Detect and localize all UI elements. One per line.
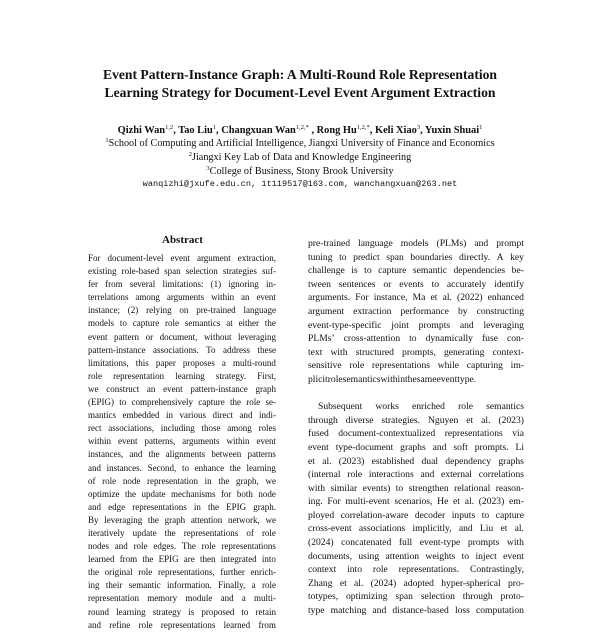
text-line: PLMs’ cross-attention to dynamically fuse con-: [308, 333, 524, 345]
text-line: and edge representations in the EPIG graph.: [88, 501, 276, 512]
text-line: fer from several limitations: (1) ignoring in-: [88, 279, 276, 290]
text-line: the original role representations, further enrich-: [88, 567, 276, 578]
text-line: Zhang et al. (2024) adopted hyper-spherical pro-: [308, 577, 524, 589]
text-line: terrelations among arguments within an event: [88, 292, 276, 303]
text-line: role representation learning strategy. First,: [88, 370, 276, 381]
affiliation: $^2$Jiangxi Key Lab of Data and Knowledge Engineering: [188, 151, 412, 163]
text-line: fused document-contextualized representations via: [308, 428, 524, 440]
title-line-1: Event Pattern-Instance Graph: A Multi-Round Role Representation: [103, 67, 497, 82]
body-column: [308, 237, 524, 618]
text-line: (internal role interactions and external correlations: [308, 469, 524, 481]
text-line: event-type-specific joint prompts and leveraging: [308, 319, 524, 331]
author-list: Qizhi Wan$^{1,2}$, Tao Liu$^1$, Changxuan Wan$^{1,2,*}$ , Rong $Hu^{1,2,*}$, Keli Xiao$^3$, Yuxin Shuai$^1$: [117, 124, 483, 136]
text-line: pattern-instance associations. To address these: [88, 344, 276, 355]
email: 1t119517@163.com: [261, 179, 344, 189]
text-line: event pattern or document, without leveraging: [88, 331, 276, 342]
text-line: cross-event associations implicitly, and Liu et al.: [308, 523, 524, 535]
text-line: we construct an event pattern-instance graph: [88, 383, 276, 394]
text-line: existing role-based span selection strategies suf-: [88, 266, 276, 277]
text-line: totypes, optimizing span selection through proto-: [308, 591, 524, 603]
text-line: sensitive role representations while capturing im-: [308, 360, 524, 372]
text-line: et al. (2023) established dual dependency graphs: [308, 455, 524, 467]
text-line: through diverse strategies. Nguyen et al. (2023): [308, 414, 524, 426]
text-line: optimize the update mechanisms for both node: [88, 488, 276, 499]
text-line: argument extraction performance by constructing: [308, 305, 524, 317]
text-line: tuning to predict span boundaries directly. A key: [308, 251, 524, 263]
text-line: iteratively update the representations of role: [88, 527, 276, 538]
author: Qizhi Wan$^{1,2}$: [117, 124, 174, 136]
text-line: instance; (2) relying on pre-trained language: [88, 305, 276, 316]
body-paragraph: [308, 237, 524, 387]
text-line: (2024) concatenated full event-type prompts with: [308, 537, 524, 549]
author-emails: wanqizhi@jxufe.edu.cn, 1t119517@163.com, wanchangxuan@263.net: [142, 179, 458, 189]
abstract-text: [88, 252, 276, 632]
abstract-heading: Abstract: [162, 234, 203, 246]
email: wanchangxuan@263.net: [354, 179, 458, 189]
author: Yuxin Shuai$^1$: [424, 124, 483, 136]
text-line: models to capture role semantics at either the: [88, 318, 276, 329]
text-line: text with structured prompts, generating context-: [308, 346, 524, 358]
paper-title: [0, 66, 600, 101]
text-line: rect associations, including those among roles: [88, 423, 276, 434]
text-line: type matching and distance-based loss computation: [308, 605, 524, 617]
text-line: ing. For multi-event scenarios, He et al. (2023) em-: [308, 496, 524, 508]
text-line: with similar events) to strengthen relational reason-: [308, 482, 524, 494]
text-line: ployed correlation-aware decoder inputs to capture: [308, 509, 524, 521]
text-line: and refine role representations learned from: [88, 619, 276, 630]
text-line: pre-trained language models (PLMs) and prompt: [308, 238, 524, 249]
text-line: arguments. For instance, Ma et al. (2022) enhanced: [308, 292, 524, 304]
text-line: limitations, this paper proposes a multi-round: [88, 357, 276, 368]
text-line: mantics embedded in various direct and indi-: [88, 410, 276, 421]
text-line: tween sentences or events to accurately identify: [308, 278, 524, 290]
title-line-2: Learning Strategy for Document-Level Event Argument Extraction: [104, 84, 496, 100]
text-line: nodes and role edges. The role representations: [88, 541, 276, 552]
text-line: For document-level event argument extraction,: [88, 253, 276, 263]
text-line: event type-document graphs and soft prompts. Li: [308, 441, 524, 453]
text-line: documents, using attention weights to inject event: [308, 550, 524, 562]
text-line: context into role representations. Contrastingly,: [308, 564, 524, 576]
email: wanqizhi@jxufe.edu.cn: [142, 179, 251, 189]
author: Rong $Hu^{1,2,*}$: [316, 124, 370, 136]
text-line: Subsequent works enriched role semantics: [318, 401, 524, 413]
affiliation: $^1$School of Computing and Artificial Intelligence, Jiangxi University of Finance and Economics: [105, 137, 495, 149]
text-line: challenge is to capture semantic dependencies be-: [308, 265, 524, 277]
text-line: By leveraging the graph attention network, we: [88, 514, 276, 525]
text-line: of role node representation in the graph, we: [88, 475, 276, 486]
text-line: and instances. Second, to enhance the learning: [88, 462, 276, 473]
text-line: learned from the EPIG are then integrated into: [88, 554, 276, 565]
text-line: within event patterns, arguments within event: [88, 436, 276, 447]
text-line: instances, and the alignments between patterns: [88, 449, 276, 460]
text-line: ing their semantic information. Finally, a role: [88, 580, 276, 591]
text-line: round learning strategy is proposed to retain: [88, 606, 276, 617]
author: Keli Xiao$^3$: [374, 124, 421, 136]
affiliation: $^3$College of Business, Stony Brook University: [206, 165, 394, 177]
text-line: representation memory module and a multi-: [88, 593, 276, 604]
text-line: (EPIG) to comprehensively capture the role se-: [88, 397, 276, 408]
author: Tao Liu$^1$: [178, 124, 217, 136]
body-paragraph: [308, 400, 524, 618]
author: Changxuan Wan$^{1,2,*}$: [221, 124, 309, 136]
text-line: plicit role semantics within the same event type.: [308, 373, 477, 385]
